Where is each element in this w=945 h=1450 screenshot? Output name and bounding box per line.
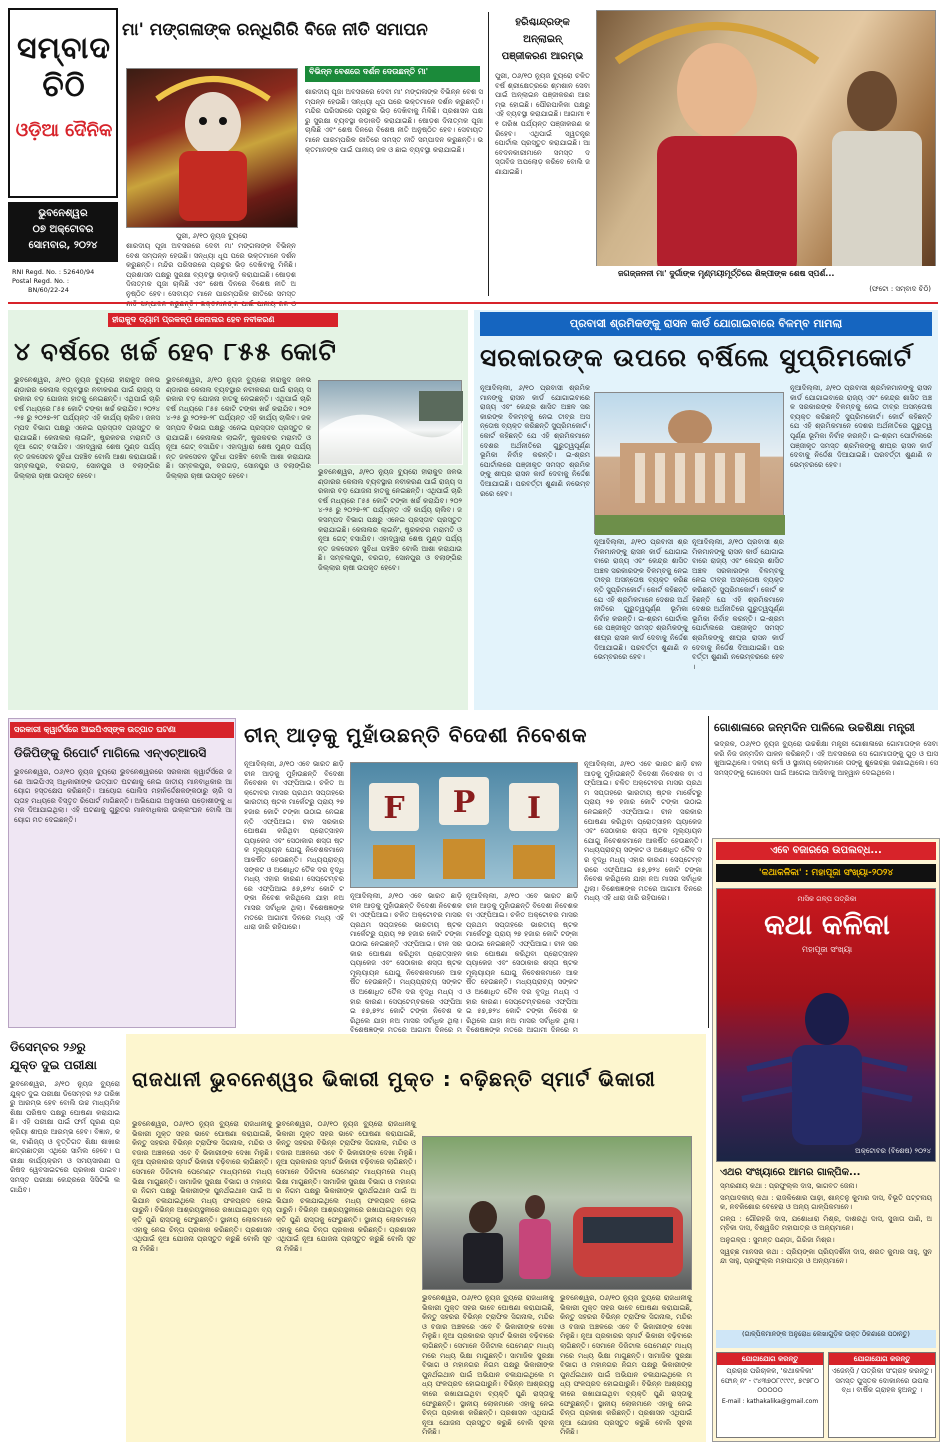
story-6-body-col2: ନୂଆଦିଲ୍ଲୀ, ୬/୧୦ ଏବେ ଭାରତ ଛାଡ଼ି ଚୀନ ଆଡ଼କୁ ମୁହାଁଉଛନ୍ତି ବିଦେଶୀ ନିବେଶକ ବା ଏଫ୍‌ପିଆଇ। ଚଳିତ ଅକ୍ଟୋବର ମାସର ପ୍ରଥମ ସପ୍ତାହରେ ଭାରତୀୟ ଷ୍ଟକ ମାର୍କେଟରୁ ପ୍ରାୟ ୨୭ ହଜାର କୋଟି ଟଙ୍କା ଉଠାଇ ନେଇଛନ୍ତି ଏଫ୍‌ପିଆଇ। ଚୀନ ସରକାର ଘୋଷଣା କରିଥିବା ପ୍ରୋତ୍ସାହନ ପ୍ୟାକେଜ ଏବଂ ସେଠାକାର ଶସ୍ତା ଷ୍ଟକ ମୂଲ୍ୟାୟନ ଯୋଗୁ ନିବେଶକମାନେ ଆକର୍ଷିତ ହେଉଛନ୍ତି। ମଧ୍ୟପ୍ରାଚ୍ୟ ସଙ୍କଟ ଓ ଅଶୋଧିତ ତୈଳ ଦର ବୃଦ୍ଧି ମଧ୍ୟ ଏହାର କାରଣ। ସେପ୍ଟେମ୍ବରରେ ଏଫ୍‌ପିଆଇ ୫୭,୭୨୪ କୋଟି ଟଙ୍କା ନିବେଶ କରିଥିଲେ ଯାହା ନଅ ମାସର ସର୍ବାଧିକ ଥିଲା। ବିଶେଷଜ୍ଞଙ୍କ ମତରେ ଆଗାମୀ ଦିନରେ ମ	[350, 892, 462, 1035]
story-3-body-col2: ଭୁବନେଶ୍ୱର, ୬/୧୦ ନ୍ୟୁଜ ବ୍ୟୁରୋ ହୀରାକୁଦ ଜଳଭଣ୍ଡାରର କେନାଲ ବ୍ୟବସ୍ଥାର ନବୀକରଣ ପାଇଁ ରାଜ୍ୟ ସରକାର ବଡ଼ ଯୋଜନା ହାତକୁ ନେଇଛନ୍ତି। ଏଥିପାଇଁ ଚାରି ବର୍ଷ ମଧ୍ୟରେ ୮୫୫ କୋଟି ଟଙ୍କା ଖର୍ଚ୍ଚ କରାଯିବ। ୨୦୨୪-୨୫ ରୁ ୨୦୨୭-୨୮ ପର୍ଯ୍ୟନ୍ତ ଏହି କାର୍ଯ୍ୟ ଚାଲିବ। ଜଳସମ୍ପଦ ବିଭାଗ ପକ୍ଷରୁ ଏନେଇ ପ୍ରସ୍ତାବ ପ୍ରସ୍ତୁତ କରାଯାଇଛି। କେନାଲର ଲାଇନିଂ, ଷ୍ଟ୍ରକଚର ମରାମତି ଓ ନୂଆ ଗେଟ୍ ବସାଯିବ। ଏହାଦ୍ୱାରା ଶେଷ ମୁଣ୍ଡ ପର୍ଯ୍ୟନ୍ତ ଜଳସେଚନ ସୁବିଧା ପହଞ୍ଚିବ ବୋଲି ଆଶା କରାଯାଉଛି। ସମ୍ବଲପୁର, ବରଗଡ଼, ସୋନପୁର ଓ ବଲାଙ୍ଗିର ଜିଲ୍ଲାର ଚାଷୀ ଉପକୃତ ହେବେ।	[166, 376, 311, 480]
story-4-kicker: ପ୍ରବାସୀ ଶ୍ରମିକଙ୍କୁ ରାସନ କାର୍ଡ ଯୋଗାଇବାରେ ବିଳମ୍ବ ମାମଲା	[480, 312, 932, 336]
ad-line-1: ସ୍ମରଣୀୟ କଥା : ପ୍ରଫୁଲ୍ଲ ଦାସ, ଭାଗବତ ଜେନା।	[720, 1182, 858, 1190]
story-1-tag: ବିଭିନ୍ନ ବେଶରେ ଦର୍ଶନ ଦେଉଛନ୍ତି ମା'	[305, 66, 480, 82]
story-1-photo	[126, 68, 298, 228]
story-1-headline: ମା' ମଙ୍ଗଳାଙ୍କ ରନ୍ଧିଗିରି ବିଜେ ନୀତି ସମାପନ	[122, 20, 428, 40]
story-6-body-col3: ନୂଆଦିଲ୍ଲୀ, ୬/୧୦ ଏବେ ଭାରତ ଛାଡ଼ି ଚୀନ ଆଡ଼କୁ ମୁହାଁଉଛନ୍ତି ବିଦେଶୀ ନିବେଶକ ବା ଏଫ୍‌ପିଆଇ। ଚଳିତ ଅକ୍ଟୋବର ମାସର ପ୍ରଥମ ସପ୍ତାହରେ ଭାରତୀୟ ଷ୍ଟକ ମାର୍କେଟରୁ ପ୍ରାୟ ୨୭ ହଜାର କୋଟି ଟଙ୍କା ଉଠାଇ ନେଇଛନ୍ତି ଏଫ୍‌ପିଆଇ। ଚୀନ ସରକାର ଘୋଷଣା କରିଥିବା ପ୍ରୋତ୍ସାହନ ପ୍ୟାକେଜ ଏବଂ ସେଠାକାର ଶସ୍ତା ଷ୍ଟକ ମୂଲ୍ୟାୟନ ଯୋଗୁ ନିବେଶକମାନେ ଆକର୍ଷିତ ହେଉଛନ୍ତି। ମଧ୍ୟପ୍ରାଚ୍ୟ ସଙ୍କଟ ଓ ଅଶୋଧିତ ତୈଳ ଦର ବୃଦ୍ଧି ମଧ୍ୟ ଏହାର କାରଣ। ସେପ୍ଟେମ୍ବରରେ ଏଫ୍‌ପିଆଇ ୫୭,୭୨୪ କୋଟି ଟଙ୍କା ନିବେଶ କରିଥିଲେ ଯାହା ନଅ ମାସର ସର୍ବାଧିକ ଥିଲା। ବିଶେଷଜ୍ଞଙ୍କ ମତରେ ଆଗାମୀ ଦିନରେ ମ	[466, 892, 578, 1035]
masthead-subtitle: ଓଡ଼ିଆ ଦୈନିକ	[15, 120, 113, 141]
ad-contact-left-title: ଯୋଗାଯୋଗ କରନ୍ତୁ	[717, 1353, 823, 1365]
magazine-sub: ମହାପୂଜା ସଂଖ୍ୟା	[801, 945, 853, 954]
postal-label: Postal Regd. No. :	[12, 277, 70, 285]
story-8-side-body: ଭୁବନେଶ୍ୱର, ୬/୧୦ ନ୍ୟୁଜ ବ୍ୟୁରୋ ଯୁକ୍ତ ଦୁଇ ପରୀକ୍ଷା ଡିସେମ୍ବର ୨୬ ତାରିଖରୁ ଆରମ୍ଭ ହେବ ବୋଲି ଉଚ୍ଚ ମାଧ୍ୟମିକ ଶିକ୍ଷା ପରିଷଦ ପକ୍ଷରୁ ଘୋଷଣା କରାଯାଇଛି। ଏହି ପରୀକ୍ଷା ପାଇଁ ଫର୍ମ ପୂରଣ ପ୍ରକ୍ରିୟା ଶୀଘ୍ର ଆରମ୍ଭ ହେବ। ବିଜ୍ଞାନ, କଳା, ବାଣିଜ୍ୟ ଓ ବୃତ୍ତିଗତ ଶିକ୍ଷା ଶାଖାର ଛାତ୍ରଛାତ୍ରୀ ଏଥିରେ ସାମିଲ ହେବେ। ପରୀକ୍ଷା କାର୍ଯ୍ୟକ୍ରମ ଓ ସମୟସାରଣୀ ପରିଷଦ ୱେବସାଇଟରେ ପ୍ରକାଶ ପାଇବ। ସମସ୍ତ ପରୀକ୍ଷା କେନ୍ଦ୍ରରେ ସିସିଟିଭି ଲଗାଯିବ।	[10, 1080, 120, 1194]
story-8-body-col4: ଭୁବନେଶ୍ୱର, ୦୬/୧୦ ନ୍ୟୁଜ ବ୍ୟୁରୋ ରାଜଧାନୀକୁ ଭିକାରୀ ମୁକ୍ତ ସହର ଭାବେ ଘୋଷଣା କରାଯାଇଛି, କିନ୍ତୁ ସହରର ବିଭିନ୍ନ ଟ୍ରାଫିକ ସିଗନାଲ, ମନ୍ଦିର ଓ ବଜାର ଅଞ୍ଚଳରେ ଏବେ ବି ଭିକାରୀଙ୍କ ଦେଖା ମିଳୁଛି। ନୂଆ ପ୍ରକାରର ସ୍ମାର୍ଟ ଭିକାରୀ ବଢ଼ିବାରେ ଲାଗିଛନ୍ତି। ସେମାନେ ଡିଜିଟାଲ ପେମେଣ୍ଟ ମାଧ୍ୟମରେ ମଧ୍ୟ ଭିକ୍ଷା ମାଗୁଛନ୍ତି। ସାମାଜିକ ସୁରକ୍ଷା ବିଭାଗ ଓ ମହାନଗର ନିଗମ ପକ୍ଷରୁ ଭିକାରୀଙ୍କ ପୁନର୍ଥଇଥାନ ପାଇଁ ଅଭିଯାନ ଚଳାଯାଇଥିଲେ ମଧ୍ୟ ଫଳପ୍ରଦ ହୋଇପାରୁନି। ବିଭିନ୍ନ ଆଶ୍ରୟସ୍ଥଳୀରେ ରଖାଯାଇଥିବା ବ୍ୟକ୍ତି ପୁଣି ରାସ୍ତାକୁ ଫେରୁଛନ୍ତି। ସ୍ଥାନୀୟ ଲୋକମାନେ ଏହାକୁ ନେଇ ଚିନ୍ତା ପ୍ରକାଶ କରିଛନ୍ତି। ପ୍ରଶାସନ ଏଥିପାଇଁ ନୂଆ ଯୋଜନା ପ୍ରସ୍ତୁତ କରୁଛି ବୋଲି ସୂଚନା ମିଳିଛି।	[560, 1294, 692, 1437]
story-1-body: ଶାରଦୀୟ ପୂଜା ଅବସରରେ ଦେବୀ ମା' ମଙ୍ଗଳାଙ୍କ ବିଭିନ୍ନ ବେଶ ସମ୍ପନ୍ନ ହେଉଛି। ସନ୍ଧ୍ୟା ଧୂପ ପରେ ଭକ୍ତମାନେ ଦର୍ଶନ କରୁଛନ୍ତି। ମନ୍ଦିର ପରିସରରେ ପ୍ରଚୁର ଭିଡ଼ ଦେଖିବାକୁ ମିଳିଛି। ପ୍ରଶାସନ ପକ୍ଷରୁ ସୁରକ୍ଷା ବ୍ୟବସ୍ଥା କଡ଼ାକଡ଼ି କରାଯାଇଛି। ଷୋଡ଼ଶ ଦିନାତ୍ମକ ପୂଜା ଚାଲିଛି ଏବଂ ଶେଷ ଦିନରେ ବିଶେଷ ନୀତି ଅନୁଷ୍ଠିତ ହେବ। ସେବାୟତ ମାନେ ପାରମ୍ପରିକ ରୀତିରେ ସମସ୍ତ ନୀତି ସମ୍ପାଦନ କରୁଛନ୍ତି। ଭକ୍ତମାନଙ୍କ ପାଇଁ ପାନୀୟ ଜଳ ଓ ଛାଇ ବ୍ୟବସ୍ଥା କରାଯାଇଛି।	[305, 88, 483, 154]
story-1-body-left: ଶାରଦୀୟ ପୂଜା ଅବସରରେ ଦେବୀ ମା' ମଙ୍ଗଳାଙ୍କ ବିଭିନ୍ନ ବେଶ ସମ୍ପନ୍ନ ହେଉଛି। ସନ୍ଧ୍ୟା ଧୂପ ପରେ ଭକ୍ତମାନେ ଦର୍ଶନ କରୁଛନ୍ତି। ମନ୍ଦିର ପରିସରରେ ପ୍ରଚୁର ଭିଡ଼ ଦେଖିବାକୁ ମିଳିଛି। ପ୍ରଶାସନ ପକ୍ଷରୁ ସୁରକ୍ଷା ବ୍ୟବସ୍ଥା କଡ଼ାକଡ଼ି କରାଯାଇଛି। ଷୋଡ଼ଶ ଦିନାତ୍ମକ ପୂଜା ଚାଲିଛି ଏବଂ ଶେଷ ଦିନରେ ବିଶେଷ ନୀତି ଅନୁଷ୍ଠିତ ହେବ। ସେବାୟତ ମାନେ ପାରମ୍ପରିକ ରୀତିରେ ସମସ୍ତ	[126, 242, 296, 298]
story-2-body: ପୁରୀ, ୦୬/୧୦ ନ୍ୟୁଜ ବ୍ୟୁରୋ ଚଳିତ ବର୍ଷ ଶ୍ରୀକ୍ଷେତ୍ରରେ ଶ୍ମଶାନ ସେବା ପାଇଁ ଅନ୍‌ଲାଇନ ପଞ୍ଜୀକରଣ ଆରମ୍ଭ ହୋଇଛି। ପୌରପାଳିକା ପକ୍ଷରୁ ଏହି ବ୍ୟବସ୍ଥା କରାଯାଇଛି। ଆଗାମୀ ୧୧ ତାରିଖ ପର୍ଯ୍ୟନ୍ତ ପଞ୍ଜୀକରଣ କରିହେବ। ଏଥିପାଇଁ ସ୍ୱତନ୍ତ୍ର ପୋର୍ଟାଲ ପ୍ରସ୍ତୁତ କରାଯାଇଛି। ଆବେଦନକାରୀମାନେ ସମସ୍ତ ଦସ୍ତାବିଜ ଅପଲୋଡ଼ କରିବେ ବୋଲି ଜଣାଯାଇଛି।	[495, 72, 590, 176]
magazine-label: ମାସିକ ଗଳ୍ପ ପତ୍ରିକା	[797, 895, 857, 903]
masthead-logo	[8, 8, 118, 198]
ad-lineup	[720, 1182, 932, 1328]
story-5-headline: ଡିଜିପିଙ୍କୁ ରିପୋର୍ଟ ମାଗିଲେ ଏନ୍‌ଏଚ୍‌ଆରସି	[14, 746, 207, 760]
ad-contact-right	[828, 1352, 936, 1438]
durga-artisan-photo	[596, 10, 936, 278]
postal-number: BN/60/22-24	[28, 286, 69, 294]
story-8-side-headline-line1: ଡିସେମ୍ବର ୨୬ରୁ	[10, 1040, 86, 1054]
story-8-headline: ରାଜଧାନୀ ଭୁବନେଶ୍ୱର ଭିକାରୀ ମୁକ୍ତ : ବଢ଼ିଛନ୍ତି ସ୍ମାର୍ଟ ଭିକାରୀ	[132, 1067, 656, 1091]
kali-illustration	[717, 959, 937, 1159]
story-4-body-col3: ନୂଆଦିଲ୍ଲୀ, ୬/୧୦ ପ୍ରବାସୀ ଶ୍ରମିକମାନଙ୍କୁ ରାସନ କାର୍ଡ ଯୋଗାଇବାରେ ରାଜ୍ୟ ଏବଂ କେନ୍ଦ୍ର ଶାସିତ ଅଞ୍ଚଳ ସରକାରଙ୍କ ବିଳମ୍ବକୁ ନେଇ ତୀବ୍ର ଅସନ୍ତୋଷ ବ୍ୟକ୍ତ କରିଛନ୍ତି ସୁପ୍ରିମକୋର୍ଟ। କୋର୍ଟ କହିଛନ୍ତି ଯେ ଏହି ଶ୍ରମିକମାନେ ଦେଶର ଅର୍ଥନୀତିରେ ଗୁରୁତ୍ୱପୂର୍ଣ୍ଣ ଭୂମିକା ନିର୍ବାହ କରନ୍ତି। ଇ-ଶ୍ରମ ପୋର୍ଟାଲରେ ପଞ୍ଜୀକୃତ ସମସ୍ତ ଶ୍ରମିକଙ୍କୁ ଶୀଘ୍ର ରାସନ କାର୍ଡ ଦେବାକୁ ନିର୍ଦ୍ଦେଶ ଦିଆଯାଇଛି। ପରବର୍ତ୍ତୀ ଶୁଣାଣି ନଭେମ୍ବରରେ ହେବ।	[692, 538, 784, 671]
story-4-headline: ସରକାରଙ୍କ ଉପରେ ବର୍ଷିଲେ ସୁପ୍ରିମକୋର୍ଟ	[480, 343, 913, 372]
ad-line-4: ଅନୁଗଳ୍ପ : ସୁମନ୍ତ ପଣ୍ଡା, ଗିରିଜା ମିଶ୍ର।	[720, 1235, 835, 1244]
durga-photo-credit: (ଫଟୋ : ସମ୍ବାଦ ଚିଠି)	[869, 285, 931, 293]
fpi-letter-f: F	[383, 791, 405, 826]
story-4-body-col2: ନୂଆଦିଲ୍ଲୀ, ୬/୧୦ ପ୍ରବାସୀ ଶ୍ରମିକମାନଙ୍କୁ ରାସନ କାର୍ଡ ଯୋଗାଇବାରେ ରାଜ୍ୟ ଏବଂ କେନ୍ଦ୍ର ଶାସିତ ଅଞ୍ଚଳ ସରକାରଙ୍କ ବିଳମ୍ବକୁ ନେଇ ତୀବ୍ର ଅସନ୍ତୋଷ ବ୍ୟକ୍ତ କରିଛନ୍ତି ସୁପ୍ରିମକୋର୍ଟ। କୋର୍ଟ କହିଛନ୍ତି ଯେ ଏହି ଶ୍ରମିକମାନେ ଦେଶର ଅର୍ଥନୀତିରେ ଗୁରୁତ୍ୱପୂର୍ଣ୍ଣ ଭୂମିକା ନିର୍ବାହ କରନ୍ତି। ଇ-ଶ୍ରମ ପୋର୍ଟାଲରେ ପଞ୍ଜୀକୃତ ସମସ୍ତ ଶ୍ରମିକଙ୍କୁ ଶୀଘ୍ର ରାସନ କାର୍ଡ ଦେବାକୁ ନିର୍ଦ୍ଦେଶ ଦିଆଯାଇଛି। ପରବର୍ତ୍ତୀ ଶୁଣାଣି ନଭେମ୍ବରରେ ହେବ।	[594, 538, 688, 662]
traffic-scene	[423, 1137, 693, 1291]
durga-photo-caption: ଜଗଜ୍ଜନନୀ ମା' ଦୁର୍ଗାଙ୍କ ମୃଣ୍ମୟୀମୂର୍ତ୍ତିରେ ଶିଳ୍ପୀଙ୍କ ଶେଷ ସ୍ପର୍ଶ...	[618, 269, 835, 278]
story-6-body-col1: ନୂଆଦିଲ୍ଲୀ, ୬/୧୦ ଏବେ ଭାରତ ଛାଡ଼ି ଚୀନ ଆଡ଼କୁ ମୁହାଁଉଛନ୍ତି ବିଦେଶୀ ନିବେଶକ ବା ଏଫ୍‌ପିଆଇ। ଚଳିତ ଅକ୍ଟୋବର ମାସର ପ୍ରଥମ ସପ୍ତାହରେ ଭାରତୀୟ ଷ୍ଟକ ମାର୍କେଟରୁ ପ୍ରାୟ ୨୭ ହଜାର କୋଟି ଟଙ୍କା ଉଠାଇ ନେଇଛନ୍ତି ଏଫ୍‌ପିଆଇ। ଚୀନ ସରକାର ଘୋଷଣା କରିଥିବା ପ୍ରୋତ୍ସାହନ ପ୍ୟାକେଜ ଏବଂ ସେଠାକାର ଶସ୍ତା ଷ୍ଟକ ମୂଲ୍ୟାୟନ ଯୋଗୁ ନିବେଶକମାନେ ଆକର୍ଷିତ ହେଉଛନ୍ତି। ମଧ୍ୟପ୍ରାଚ୍ୟ ସଙ୍କଟ ଓ ଅଶୋଧିତ ତୈଳ ଦର ବୃଦ୍ଧି ମଧ୍ୟ ଏହାର କାରଣ। ସେପ୍ଟେମ୍ବରରେ ଏଫ୍‌ପିଆଇ ୫୭,୭୨୪ କୋଟି ଟଙ୍କା ନିବେଶ କରିଥିଲେ ଯାହା ନଅ ମାସର ସର୍ବାଧିକ ଥିଲା। ବିଶେଷଜ୍ଞଙ୍କ ମତରେ ଆଗାମୀ ଦିନରେ ମଧ୍ୟ ଏହି ଧାରା ଜାରି ରହିପାରେ।	[244, 760, 344, 932]
story-6-body-col4: ନୂଆଦିଲ୍ଲୀ, ୬/୧୦ ଏବେ ଭାରତ ଛାଡ଼ି ଚୀନ ଆଡ଼କୁ ମୁହାଁଉଛନ୍ତି ବିଦେଶୀ ନିବେଶକ ବା ଏଫ୍‌ପିଆଇ। ଚଳିତ ଅକ୍ଟୋବର ମାସର ପ୍ରଥମ ସପ୍ତାହରେ ଭାରତୀୟ ଷ୍ଟକ ମାର୍କେଟରୁ ପ୍ରାୟ ୨୭ ହଜାର କୋଟି ଟଙ୍କା ଉଠାଇ ନେଇଛନ୍ତି ଏଫ୍‌ପିଆଇ। ଚୀନ ସରକାର ଘୋଷଣା କରିଥିବା ପ୍ରୋତ୍ସାହନ ପ୍ୟାକେଜ ଏବଂ ସେଠାକାର ଶସ୍ତା ଷ୍ଟକ ମୂଲ୍ୟାୟନ ଯୋଗୁ ନିବେଶକମାନେ ଆକର୍ଷିତ ହେଉଛନ୍ତି। ମଧ୍ୟପ୍ରାଚ୍ୟ ସଙ୍କଟ ଓ ଅଶୋଧିତ ତୈଳ ଦର ବୃଦ୍ଧି ମଧ୍ୟ ଏହାର କାରଣ। ସେପ୍ଟେମ୍ବରରେ ଏଫ୍‌ପିଆଇ ୫୭,୭୨୪ କୋଟି ଟଙ୍କା ନିବେଶ କରିଥିଲେ ଯାହା ନଅ ମାସର ସର୍ବାଧିକ ଥିଲା। ବିଶେଷଜ୍ଞଙ୍କ ମତରେ ଆଗାମୀ ଦିନରେ ମଧ୍ୟ ଏହି ଧାରା ଜାରି ରହିପାରେ।	[584, 760, 702, 903]
story-8-body-col1: ଭୁବନେଶ୍ୱର, ୦୬/୧୦ ନ୍ୟୁଜ ବ୍ୟୁରୋ ରାଜଧାନୀକୁ ଭିକାରୀ ମୁକ୍ତ ସହର ଭାବେ ଘୋଷଣା କରାଯାଇଛି, କିନ୍ତୁ ସହରର ବିଭିନ୍ନ ଟ୍ରାଫିକ ସିଗନାଲ, ମନ୍ଦିର ଓ ବଜାର ଅଞ୍ଚଳରେ ଏବେ ବି ଭିକାରୀଙ୍କ ଦେଖା ମିଳୁଛି। ନୂଆ ପ୍ରକାରର ସ୍ମାର୍ଟ ଭିକାରୀ ବଢ଼ିବାରେ ଲାଗିଛନ୍ତି। ସେମାନେ ଡିଜିଟାଲ ପେମେଣ୍ଟ ମାଧ୍ୟମରେ ମଧ୍ୟ ଭିକ୍ଷା ମାଗୁଛନ୍ତି। ସାମାଜିକ ସୁରକ୍ଷା ବିଭାଗ ଓ ମହାନଗର ନିଗମ ପକ୍ଷରୁ ଭିକାରୀଙ୍କ ପୁନର୍ଥଇଥାନ ପାଇଁ ଅଭିଯାନ ଚଳାଯାଇଥିଲେ ମଧ୍ୟ ଫଳପ୍ରଦ ହୋଇପାରୁନି। ବିଭିନ୍ନ ଆଶ୍ରୟସ୍ଥଳୀରେ ରଖାଯାଇଥିବା ବ୍ୟକ୍ତି ପୁଣି ରାସ୍ତାକୁ ଫେରୁଛନ୍ତି। ସ୍ଥାନୀୟ ଲୋକମାନେ ଏହାକୁ ନେଇ ଚିନ୍ତା ପ୍ରକାଶ କରିଛନ୍ତି। ପ୍ରଶାସନ ଏଥିପାଇଁ ନୂଆ ଯୋଜନା ପ୍ରସ୍ତୁତ କରୁଛି ବୋଲି ସୂଚନା ମିଳିଛି।	[132, 1120, 272, 1253]
story-4-body-col4: ନୂଆଦିଲ୍ଲୀ, ୬/୧୦ ପ୍ରବାସୀ ଶ୍ରମିକମାନଙ୍କୁ ରାସନ କାର୍ଡ ଯୋଗାଇବାରେ ରାଜ୍ୟ ଏବଂ କେନ୍ଦ୍ର ଶାସିତ ଅଞ୍ଚଳ ସରକାରଙ୍କ ବିଳମ୍ବକୁ ନେଇ ତୀବ୍ର ଅସନ୍ତୋଷ ବ୍ୟକ୍ତ କରିଛନ୍ତି ସୁପ୍ରିମକୋର୍ଟ। କୋର୍ଟ କହିଛନ୍ତି ଯେ ଏହି ଶ୍ରମିକମାନେ ଦେଶର ଅର୍ଥନୀତିରେ ଗୁରୁତ୍ୱପୂର୍ଣ୍ଣ ଭୂମିକା ନିର୍ବାହ କରନ୍ତି। ଇ-ଶ୍ରମ ପୋର୍ଟାଲରେ ପଞ୍ଜୀକୃତ ସମସ୍ତ ଶ୍ରମିକଙ୍କୁ ଶୀଘ୍ର ରାସନ କାର୍ଡ ଦେବାକୁ ନିର୍ଦ୍ଦେଶ ଦିଆଯାଇଛି। ପରବର୍ତ୍ତୀ ଶୁଣାଣି ନଭେମ୍ବରରେ ହେବ।	[790, 384, 932, 469]
supreme-court-building	[595, 393, 785, 535]
story-8-side-headline	[10, 1038, 120, 1074]
story-8-body-col3: ଭୁବନେଶ୍ୱର, ୦୬/୧୦ ନ୍ୟୁଜ ବ୍ୟୁରୋ ରାଜଧାନୀକୁ ଭିକାରୀ ମୁକ୍ତ ସହର ଭାବେ ଘୋଷଣା କରାଯାଇଛି, କିନ୍ତୁ ସହରର ବିଭିନ୍ନ ଟ୍ରାଫିକ ସିଗନାଲ, ମନ୍ଦିର ଓ ବଜାର ଅଞ୍ଚଳରେ ଏବେ ବି ଭିକାରୀଙ୍କ ଦେଖା ମିଳୁଛି। ନୂଆ ପ୍ରକାରର ସ୍ମାର୍ଟ ଭିକାରୀ ବଢ଼ିବାରେ ଲାଗିଛନ୍ତି। ସେମାନେ ଡିଜିଟାଲ ପେମେଣ୍ଟ ମାଧ୍ୟମରେ ମଧ୍ୟ ଭିକ୍ଷା ମାଗୁଛନ୍ତି। ସାମାଜିକ ସୁରକ୍ଷା ବିଭାଗ ଓ ମହାନଗର ନିଗମ ପକ୍ଷରୁ ଭିକାରୀଙ୍କ ପୁନର୍ଥଇଥାନ ପାଇଁ ଅଭିଯାନ ଚଳାଯାଇଥିଲେ ମଧ୍ୟ ଫଳପ୍ରଦ ହୋଇପାରୁନି। ବିଭିନ୍ନ ଆଶ୍ରୟସ୍ଥଳୀରେ ରଖାଯାଇଥିବା ବ୍ୟକ୍ତି ପୁଣି ରାସ୍ତାକୁ ଫେରୁଛନ୍ତି। ସ୍ଥାନୀୟ ଲୋକମାନେ ଏହାକୁ ନେଇ ଚିନ୍ତା ପ୍ରକାଶ କରିଛନ୍ତି। ପ୍ରଶାସନ ଏଥିପାଇଁ ନୂଆ ଯୋଜନା ପ୍ରସ୍ତୁତ କରୁଛି ବୋଲି ସୂଚନା ମିଳିଛି।	[422, 1294, 554, 1437]
magazine-cover	[716, 888, 936, 1162]
ad-line-3: ଗଳ୍ପ : ଗୌରହରି ଦାସ, ଯଶୋଧାରା ମିଶ୍ର, ଦାଶରଥି ଦାସ, ସୁଜାତା ପାଣି, ଅମ୍ବିକା ଦାସ, ବିଶ୍ୱଜିତ ମହାପାତ୍ର ଓ ଅନ୍ୟମାନେ।	[720, 1214, 932, 1233]
story-3-headline: ୪ ବର୍ଷରେ ଖର୍ଚ୍ଚ ହେବ ୮୫୫ କୋଟି	[14, 337, 337, 366]
masthead-title: ସମ୍ବାଦ ଚିଠି	[17, 31, 111, 104]
story-1-photo-caption: ପୁରୀ, ୬/୧୦ ନ୍ୟୁଜ ବ୍ୟୁରୋ	[176, 232, 248, 240]
story-8-side-headline-line2: ଯୁକ୍ତ ଦୁଇ ପରୀକ୍ଷା	[10, 1058, 97, 1072]
ad-contact-right-text: ଏଜେନ୍ସି / ପତ୍ରିକା ସଂଗ୍ରହ କରନ୍ତୁ। ସମସ୍ତ ପୁସ୍ତକ ଦୋକାନରେ ଉପଲବ୍ଧ। ବାର୍ଷିକ ଗ୍ରାହକ ହୁଅନ୍ତୁ ।	[831, 1367, 933, 1395]
deity-figure	[127, 69, 299, 229]
fpi-coins	[351, 763, 579, 889]
date-box	[8, 202, 118, 262]
ad-line-5: ସ୍ୱଚ୍ଛ ମାନସର କଥା : ପ୍ରିୟଙ୍କା ପ୍ରିୟଦର୍ଶିନୀ ଦାସ, ଶରତ କୁମାର ସାହୁ, ସୁନନ୍ଦା ସାହୁ, ପ୍ରଫୁଲ୍ଲ ମହାପାତ୍ର ଓ ଅନ୍ୟମାନେ।	[720, 1247, 932, 1266]
story-2-headline-line2: ଅନ୍‌ଲାଇନ୍	[523, 34, 562, 45]
fpi-letter-i: I	[526, 791, 542, 826]
ad-contact-right-title: ଯୋଗାଯୋଗ କରନ୍ତୁ	[829, 1353, 935, 1365]
story-5-body: ଭୁବନେଶ୍ୱର, ୦୬/୧୦ ନ୍ୟୁଜ ବ୍ୟୁରୋ ଭୁବନେଶ୍ୱରରେ ସରକାରୀ କ୍ୱାର୍ଟର୍ସରେ ଜଣେ ଆଇପିଏସ୍ ଅଧିକାରୀଙ୍କ ଉତ୍ପାତ ଘଟଣାକୁ ନେଇ ଜାତୀୟ ମାନବାଧିକାର ଆୟୋଗ ହସ୍ତକ୍ଷେପ କରିଛନ୍ତି। ଆୟୋଗ ପୋଲିସ ମହାନିର୍ଦ୍ଦେଶକଙ୍କଠାରୁ ଚାରି ସପ୍ତାହ ମଧ୍ୟରେ ବିସ୍ତୃତ ରିପୋର୍ଟ ମାଗିଛନ୍ତି। ଅଭିଯୋଗ ଅନୁସାରେ ପଡ଼ୋଶୀଙ୍କୁ ଧମକ ଦିଆଯାଇଥିଲା। ଏହି ଘଟଣାକୁ ଗୁରୁତର ମାନବାଧିକାର ଉଲ୍ଲଂଘନ ବୋଲି ଆୟୋଗ ମତ ଦେଇଛନ୍ତି।	[14, 768, 232, 824]
date-year: ସୋମବାର, ୨୦୨୪	[28, 240, 98, 251]
story-3-body-col1: ଭୁବନେଶ୍ୱର, ୬/୧୦ ନ୍ୟୁଜ ବ୍ୟୁରୋ ହୀରାକୁଦ ଜଳଭଣ୍ଡାରର କେନାଲ ବ୍ୟବସ୍ଥାର ନବୀକରଣ ପାଇଁ ରାଜ୍ୟ ସରକାର ବଡ଼ ଯୋଜନା ହାତକୁ ନେଇଛନ୍ତି। ଏଥିପାଇଁ ଚାରି ବର୍ଷ ମଧ୍ୟରେ ୮୫୫ କୋଟି ଟଙ୍କା ଖର୍ଚ୍ଚ କରାଯିବ। ୨୦୨୪-୨୫ ରୁ ୨୦୨୭-୨୮ ପର୍ଯ୍ୟନ୍ତ ଏହି କାର୍ଯ୍ୟ ଚାଲିବ। ଜଳସମ୍ପଦ ବିଭାଗ ପକ୍ଷରୁ ଏନେଇ ପ୍ରସ୍ତାବ ପ୍ରସ୍ତୁତ କରାଯାଇଛି। କେନାଲର ଲାଇନିଂ, ଷ୍ଟ୍ରକଚର ମରାମତି ଓ ନୂଆ ଗେଟ୍ ବସାଯିବ। ଏହାଦ୍ୱାରା ଶେଷ ମୁଣ୍ଡ ପର୍ଯ୍ୟନ୍ତ ଜଳସେଚନ ସୁବିଧା ପହଞ୍ଚିବ ବୋଲି ଆଶା କରାଯାଉଛି। ସମ୍ବଲପୁର, ବରଗଡ଼, ସୋନପୁର ଓ ବଲାଙ୍ଗିର ଜିଲ୍ଲାର ଚାଷୀ ଉପକୃତ ହେବେ।	[14, 376, 160, 480]
magazine-issue: ଅକ୍ଟୋବର (ବିଶେଷ) ୨୦୨୪	[855, 1147, 931, 1155]
ad-note: (ଗାଳ୍ପିକମାନଙ୍କ ଅନୁରୋଧ ଲେଖାଗୁଡ଼ିକ ଉକ୍ତ ଠିକଣାରେ ପଠାନ୍ତୁ)	[716, 1330, 936, 1348]
story-3-kicker: ହୀରାକୁଦ ଡ୍ୟାମ ପ୍ରକଳ୍ପ କେନାଲର ହେବ ନବୀକରଣ	[108, 313, 338, 327]
fpi-photo	[350, 762, 578, 888]
date-day: ୦୭ ଅକ୍ଟୋବର	[32, 224, 94, 235]
supreme-court-photo	[594, 392, 784, 534]
dam-water-spray	[319, 381, 463, 465]
story-7-body: ଭଦ୍ରକ, ୦୬/୧୦ ନ୍ୟୁଜ ବ୍ୟୁରୋ ଉଚ୍ଚଶିକ୍ଷା ମନ୍ତ୍ରୀ ଗୋଶାଳାରେ ଗୋମାତାଙ୍କ ସେବା କରି ନିଜ ଜନ୍ମଦିନ ପାଳନ କରିଛନ୍ତି। ଏହି ଅବସରରେ ସେ ଗୋମାତାଙ୍କୁ ଗୁଡ଼ ଓ ଘାସ ଖୁଆଇଥିଲେ। ଦଳୀୟ କର୍ମୀ ଓ ସ୍ଥାନୀୟ ଲୋକମାନେ ତାଙ୍କୁ ଶୁଭେଚ୍ଛା ଜଣାଇଥିଲେ। ସେ ସମସ୍ତଙ୍କୁ ଗୋସେବା ପାଇଁ ଆଗେଇ ଆସିବାକୁ ଆହ୍ୱାନ ଦେଇଥିଲେ।	[714, 740, 938, 777]
story-8-body-col2: ଭୁବନେଶ୍ୱର, ୦୬/୧୦ ନ୍ୟୁଜ ବ୍ୟୁରୋ ରାଜଧାନୀକୁ ଭିକାରୀ ମୁକ୍ତ ସହର ଭାବେ ଘୋଷଣା କରାଯାଇଛି, କିନ୍ତୁ ସହରର ବିଭିନ୍ନ ଟ୍ରାଫିକ ସିଗନାଲ, ମନ୍ଦିର ଓ ବଜାର ଅଞ୍ଚଳରେ ଏବେ ବି ଭିକାରୀଙ୍କ ଦେଖା ମିଳୁଛି। ନୂଆ ପ୍ରକାରର ସ୍ମାର୍ଟ ଭିକାରୀ ବଢ଼ିବାରେ ଲାଗିଛନ୍ତି। ସେମାନେ ଡିଜିଟାଲ ପେମେଣ୍ଟ ମାଧ୍ୟମରେ ମଧ୍ୟ ଭିକ୍ଷା ମାଗୁଛନ୍ତି। ସାମାଜିକ ସୁରକ୍ଷା ବିଭାଗ ଓ ମହାନଗର ନିଗମ ପକ୍ଷରୁ ଭିକାରୀଙ୍କ ପୁନର୍ଥଇଥାନ ପାଇଁ ଅଭିଯାନ ଚଳାଯାଇଥିଲେ ମଧ୍ୟ ଫଳପ୍ରଦ ହୋଇପାରୁନି। ବିଭିନ୍ନ ଆଶ୍ରୟସ୍ଥଳୀରେ ରଖାଯାଇଥିବା ବ୍ୟକ୍ତି ପୁଣି ରାସ୍ତାକୁ ଫେରୁଛନ୍ତି। ସ୍ଥାନୀୟ ଲୋକମାନେ ଏହାକୁ ନେଇ ଚିନ୍ତା ପ୍ରକାଶ କରିଛନ୍ତି। ପ୍ରଶାସନ ଏଥିପାଇଁ ନୂଆ ଯୋଜନା ପ୍ରସ୍ତୁତ କରୁଛି ବୋଲି ସୂଚନା ମିଳିଛି।	[276, 1120, 416, 1253]
rni-number: RNI Regd. No. : 52640/94	[12, 268, 95, 276]
ad-banner-1: ଏବେ ବଜାରରେ ଉପଲବ୍ଧ...	[716, 842, 936, 860]
masthead	[8, 8, 118, 298]
ad-heading: ଏଥର ସଂଖ୍ୟାରେ ଆମର ଗାଳ୍ପିକ...	[720, 1167, 861, 1178]
traffic-photo	[422, 1136, 692, 1290]
ad-contact-left	[716, 1352, 824, 1438]
ad-line-2: ସମ୍ପାଦକୀୟ କଥା : ରାଜକିଶୋର ପାଢ଼ୀ, ଶାନ୍ତନୁ କୁମାର ଦାସ, ବିଭୂତି ପଟ୍ଟନାୟକ, ନବକିଶୋର ବେହେରା ଓ ଅନ୍ୟ ଗାଳ୍ପିକମାନେ।	[720, 1193, 932, 1212]
story-2-headline	[495, 14, 590, 65]
durga-idol	[597, 11, 937, 279]
story-4-body-col1: ନୂଆଦିଲ୍ଲୀ, ୬/୧୦ ପ୍ରବାସୀ ଶ୍ରମିକମାନଙ୍କୁ ରାସନ କାର୍ଡ ଯୋଗାଇବାରେ ରାଜ୍ୟ ଏବଂ କେନ୍ଦ୍ର ଶାସିତ ଅଞ୍ଚଳ ସରକାରଙ୍କ ବିଳମ୍ବକୁ ନେଇ ତୀବ୍ର ଅସନ୍ତୋଷ ବ୍ୟକ୍ତ କରିଛନ୍ତି ସୁପ୍ରିମକୋର୍ଟ। କୋର୍ଟ କହିଛନ୍ତି ଯେ ଏହି ଶ୍ରମିକମାନେ ଦେଶର ଅର୍ଥନୀତିରେ ଗୁରୁତ୍ୱପୂର୍ଣ୍ଣ ଭୂମିକା ନିର୍ବାହ କରନ୍ତି। ଇ-ଶ୍ରମ ପୋର୍ଟାଲରେ ପଞ୍ଜୀକୃତ ସମସ୍ତ ଶ୍ରମିକଙ୍କୁ ଶୀଘ୍ର ରାସନ କାର୍ଡ ଦେବାକୁ ନିର୍ଦ୍ଦେଶ ଦିଆଯାଇଛି। ପରବର୍ତ୍ତୀ ଶୁଣାଣି ନଭେମ୍ବରରେ ହେବ।	[480, 384, 590, 498]
date-city: ଭୁବନେଶ୍ୱର	[38, 208, 88, 219]
story-5-kicker: ସରକାରୀ କ୍ୱାର୍ଟର୍ସରେ ଆଇପିଏସ୍‌ଙ୍କ ଉତ୍ପାତ ଘଟଣା	[10, 722, 234, 738]
ad-contact-left-text: ପ୍ରଚାର ପରିଚାଳକ, 'କଥାକଳିକା' ଫୋନ୍ ନଂ - ୯୪୩୭୦୮୯୯୯୯, ୭୯୭୮୦୦୦୦୦୦	[720, 1367, 820, 1395]
dam-photo	[318, 380, 462, 464]
story-2-headline-line1: ହରିଶ୍ଚାନ୍ଦ୍ରଙ୍କ	[515, 17, 570, 28]
story-6-headline: ଚୀନ୍ ଆଡ଼କୁ ମୁହାଁଉଛନ୍ତି ବିଦେଶୀ ନିବେଶକ	[244, 723, 588, 747]
ad-banner-2: 'କଥାକଳିକା' : ମହାପୂଜା ସଂଖ୍ୟା-୨୦୨୪	[716, 864, 936, 882]
ad-email: E-mail : kathakalika@gmail.com	[721, 1397, 819, 1405]
fpi-letter-p: P	[452, 785, 476, 820]
story-7-headline: ଗୋଶାଳାରେ ଜନ୍ମଦିନ ପାଳିଲେ ଉଚ୍ଚଶିକ୍ଷା ମନ୍ତ୍ରୀ	[714, 721, 915, 734]
magazine-title: କଥା କଳିକା	[764, 908, 890, 941]
story-3-body-col3: ଭୁବନେଶ୍ୱର, ୬/୧୦ ନ୍ୟୁଜ ବ୍ୟୁରୋ ହୀରାକୁଦ ଜଳଭଣ୍ଡାରର କେନାଲ ବ୍ୟବସ୍ଥାର ନବୀକରଣ ପାଇଁ ରାଜ୍ୟ ସରକାର ବଡ଼ ଯୋଜନା ହାତକୁ ନେଇଛନ୍ତି। ଏଥିପାଇଁ ଚାରି ବର୍ଷ ମଧ୍ୟରେ ୮୫୫ କୋଟି ଟଙ୍କା ଖର୍ଚ୍ଚ କରାଯିବ। ୨୦୨୪-୨୫ ରୁ ୨୦୨୭-୨୮ ପର୍ଯ୍ୟନ୍ତ ଏହି କାର୍ଯ୍ୟ ଚାଲିବ। ଜଳସମ୍ପଦ ବିଭାଗ ପକ୍ଷରୁ ଏନେଇ ପ୍ରସ୍ତାବ ପ୍ରସ୍ତୁତ କରାଯାଇଛି। କେନାଲର ଲାଇନିଂ, ଷ୍ଟ୍ରକଚର ମରାମତି ଓ ନୂଆ ଗେଟ୍ ବସାଯିବ। ଏହାଦ୍ୱାରା ଶେଷ ମୁଣ୍ଡ ପର୍ଯ୍ୟନ୍ତ ଜଳସେଚନ ସୁବିଧା ପହଞ୍ଚିବ ବୋଲି ଆଶା କରାଯାଉଛି। ସମ୍ବଲପୁର, ବରଗଡ଼, ସୋନପୁର ଓ ବଲାଙ୍ଗିର ଜିଲ୍ଲାର ଚାଷୀ ଉପକୃତ ହେବେ।	[318, 468, 462, 572]
story-2-headline-line3: ପଞ୍ଜୀକରଣ ଆରମ୍ଭ	[501, 51, 584, 62]
durga-photo-caption-bar	[596, 266, 936, 296]
